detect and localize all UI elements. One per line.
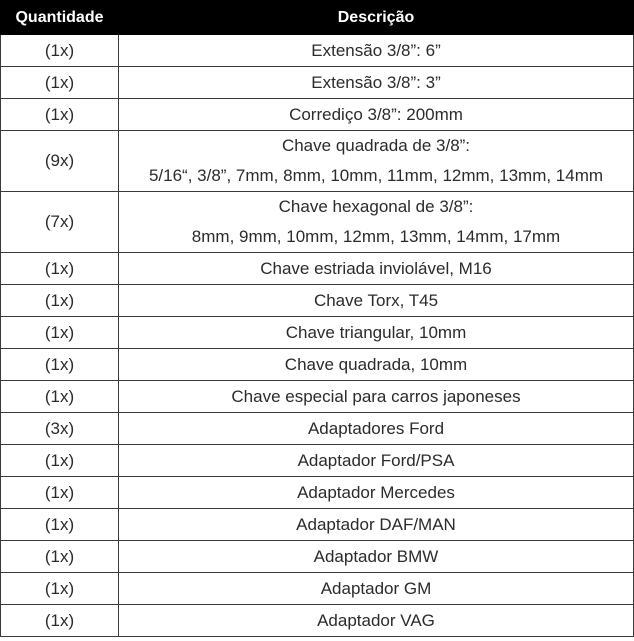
table-row bbox=[1, 317, 634, 349]
quantity-cell: (1x) bbox=[1, 509, 119, 541]
description-cell bbox=[119, 477, 634, 509]
description-cell bbox=[119, 35, 634, 67]
table-row bbox=[1, 131, 634, 192]
table-row bbox=[1, 509, 634, 541]
table-row bbox=[1, 253, 634, 285]
description-line: Chave hexagonal de 3/8”: bbox=[278, 197, 474, 216]
description-cell bbox=[119, 573, 634, 605]
table-row bbox=[1, 413, 634, 445]
description-line: Chave Torx, T45 bbox=[313, 290, 439, 310]
quantity-cell: (1x) bbox=[1, 67, 119, 99]
quantity-cell: (1x) bbox=[1, 605, 119, 637]
description-line: Adaptador VAG bbox=[317, 610, 435, 630]
table-row bbox=[1, 381, 634, 413]
quantity-cell: (9x) bbox=[1, 131, 119, 192]
description-header: Descrição bbox=[119, 1, 634, 35]
description-line: Chave quadrada, 10mm bbox=[284, 354, 468, 374]
description-line: 5/16“, 3/8”, 7mm, 8mm, 10mm, 11mm, 12mm, 13mm, 14mm bbox=[148, 166, 604, 185]
quantity-cell: (1x) bbox=[1, 573, 119, 605]
description-cell bbox=[119, 509, 634, 541]
quantity-cell: (1x) bbox=[1, 285, 119, 317]
table-row bbox=[1, 477, 634, 509]
description-cell bbox=[119, 381, 634, 413]
description-line: Extensão 3/8”: 3” bbox=[311, 72, 441, 92]
description-line: 8mm, 9mm, 10mm, 12mm, 13mm, 14mm, 17mm bbox=[191, 227, 561, 246]
quantity-cell: (1x) bbox=[1, 541, 119, 573]
table-row bbox=[1, 67, 634, 99]
description-cell bbox=[119, 605, 634, 637]
description-cell bbox=[119, 99, 634, 131]
description-line: Chave estriada inviolável, M16 bbox=[260, 258, 492, 278]
description-cell bbox=[119, 349, 634, 381]
description-line: Chave especial para carros japoneses bbox=[231, 386, 521, 406]
description-line: Corrediço 3/8”: 200mm bbox=[289, 104, 463, 124]
quantity-cell: (1x) bbox=[1, 445, 119, 477]
description-cell bbox=[119, 317, 634, 349]
description-line: Adaptador DAF/MAN bbox=[296, 514, 456, 534]
description-cell bbox=[119, 131, 634, 192]
table-row bbox=[1, 573, 634, 605]
quantity-cell: (1x) bbox=[1, 99, 119, 131]
description-line: Adaptador Ford/PSA bbox=[297, 450, 455, 470]
quantity-cell: (3x) bbox=[1, 413, 119, 445]
description-line: Adaptador GM bbox=[320, 578, 432, 598]
description-cell bbox=[119, 67, 634, 99]
description-line: Extensão 3/8”: 6” bbox=[311, 40, 441, 60]
description-line: Adaptador BMW bbox=[313, 546, 439, 566]
description-cell bbox=[119, 413, 634, 445]
table-row bbox=[1, 445, 634, 477]
table-row bbox=[1, 99, 634, 131]
description-cell bbox=[119, 253, 634, 285]
table-row bbox=[1, 349, 634, 381]
description-cell bbox=[119, 285, 634, 317]
description-cell bbox=[119, 445, 634, 477]
quantity-header: Quantidade bbox=[1, 1, 119, 35]
table-row bbox=[1, 35, 634, 67]
quantity-cell: (1x) bbox=[1, 381, 119, 413]
description-cell bbox=[119, 541, 634, 573]
table-header-row bbox=[1, 1, 634, 35]
quantity-cell: (1x) bbox=[1, 35, 119, 67]
description-line: Adaptadores Ford bbox=[307, 418, 445, 438]
table-row bbox=[1, 605, 634, 637]
table-row bbox=[1, 192, 634, 253]
quantity-cell: (1x) bbox=[1, 349, 119, 381]
quantity-cell: (1x) bbox=[1, 477, 119, 509]
description-cell bbox=[119, 192, 634, 253]
description-line: Adaptador Mercedes bbox=[297, 482, 455, 502]
quantity-cell: (7x) bbox=[1, 192, 119, 253]
quantity-cell: (1x) bbox=[1, 317, 119, 349]
quantity-cell: (1x) bbox=[1, 253, 119, 285]
description-line: Chave triangular, 10mm bbox=[285, 322, 467, 342]
description-line: Chave quadrada de 3/8”: bbox=[281, 136, 471, 155]
table-row bbox=[1, 541, 634, 573]
table-body bbox=[1, 35, 634, 637]
table-row bbox=[1, 285, 634, 317]
